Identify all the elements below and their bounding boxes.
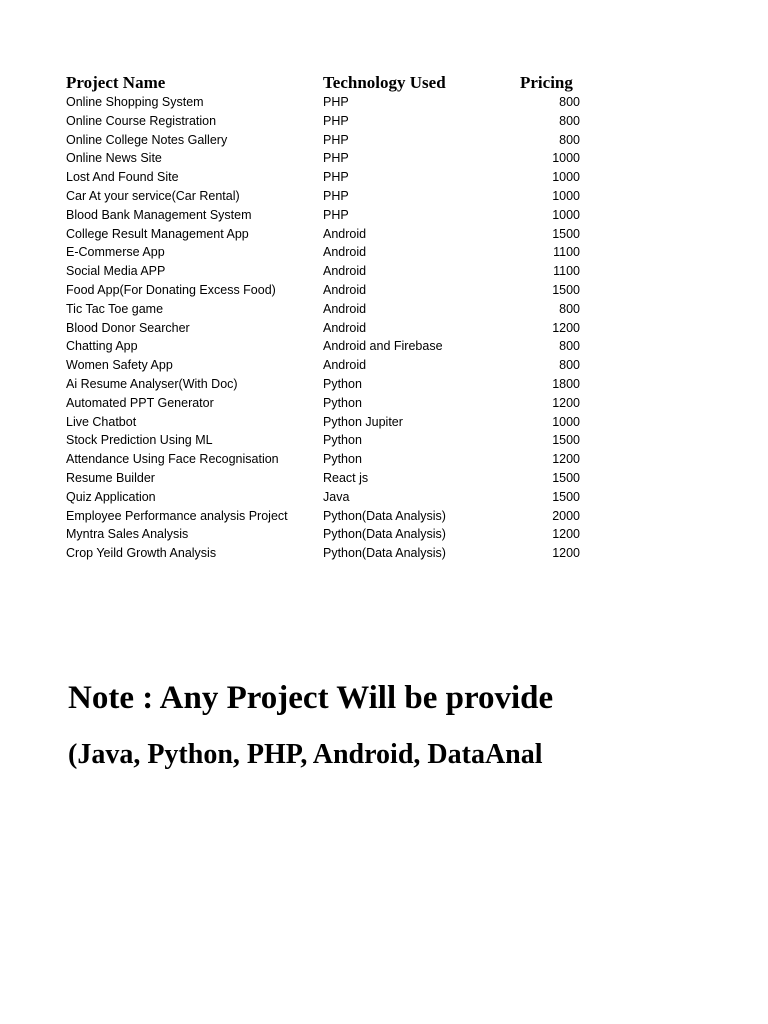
technology-cell: Python [323, 395, 362, 410]
table-body [66, 93, 586, 563]
project-name-cell: Employee Performance analysis Project [66, 508, 288, 523]
technology-cell: React js [323, 470, 369, 485]
price-cell: 1200 [552, 395, 580, 410]
technology-cell: Android [323, 264, 367, 279]
price-cell: 1200 [552, 527, 580, 542]
technology-cell: PHP [323, 170, 349, 185]
project-name-cell: Myntra Sales Analysis [66, 527, 189, 542]
price-cell: 1200 [552, 320, 580, 335]
project-name-cell: Blood Donor Searcher [66, 320, 190, 335]
note-technologies: (Java, Python, PHP, Android, DataAnal [68, 739, 543, 770]
price-cell: 1500 [552, 226, 580, 241]
project-name-cell: Tic Tac Toe game [66, 301, 164, 316]
technology-cell: Android [323, 245, 367, 260]
price-cell: 1000 [552, 414, 580, 429]
technology-cell: PHP [323, 151, 349, 166]
note-section [0, 670, 582, 790]
table-row [66, 168, 586, 187]
table-row [66, 187, 586, 206]
technology-cell: Python Jupiter [323, 414, 403, 429]
price-cell: 2000 [552, 508, 580, 523]
table-row [66, 488, 586, 507]
table-row [66, 544, 586, 563]
table-row [66, 450, 586, 469]
technology-cell: Android [323, 282, 367, 297]
technology-cell: PHP [323, 132, 349, 147]
technology-cell: Python [323, 433, 362, 448]
price-cell: 800 [559, 301, 580, 316]
header-technology-used: Technology Used [323, 73, 446, 92]
table-row [66, 394, 586, 413]
table-row [66, 300, 586, 319]
table-row [66, 206, 586, 225]
technology-cell: PHP [323, 207, 349, 222]
table-row [66, 375, 586, 394]
table-row [66, 319, 586, 338]
project-name-cell: Live Chatbot [66, 414, 137, 429]
project-name-cell: Stock Prediction Using ML [66, 433, 213, 448]
table-row [66, 243, 586, 262]
table-row [66, 262, 586, 281]
price-cell: 1500 [552, 470, 580, 485]
table-row [66, 281, 586, 300]
table-row [66, 225, 586, 244]
project-name-cell: Attendance Using Face Recognisation [66, 452, 279, 467]
technology-cell: Python(Data Analysis) [323, 527, 446, 542]
project-name-cell: Food App(For Donating Excess Food) [66, 282, 276, 297]
project-name-cell: Automated PPT Generator [66, 395, 214, 410]
table-row [66, 112, 586, 131]
project-name-cell: Lost And Found Site [66, 170, 179, 185]
price-cell: 800 [559, 132, 580, 147]
project-name-cell: Resume Builder [66, 470, 155, 485]
price-cell: 800 [559, 113, 580, 128]
project-name-cell: Chatting App [66, 339, 138, 354]
project-price-table [66, 72, 586, 561]
technology-cell: Python(Data Analysis) [323, 546, 446, 561]
table-row [66, 93, 586, 112]
price-cell: 1000 [552, 188, 580, 203]
technology-cell: PHP [323, 113, 349, 128]
price-cell: 1500 [552, 282, 580, 297]
technology-cell: Android and Firebase [323, 339, 443, 354]
technology-cell: PHP [323, 95, 349, 109]
price-cell: 1500 [552, 489, 580, 504]
project-name-cell: Online College Notes Gallery [66, 132, 228, 147]
price-cell: 800 [559, 95, 580, 109]
project-name-cell: Car At your service(Car Rental) [66, 188, 240, 203]
technology-cell: Python [323, 452, 362, 467]
table-row [66, 469, 586, 488]
table-row [66, 149, 586, 168]
project-name-cell: Ai Resume Analyser(With Doc) [66, 376, 238, 391]
table-row [66, 337, 586, 356]
price-cell: 1100 [553, 264, 580, 279]
project-name-cell: Online News Site [66, 151, 162, 166]
table-row [66, 413, 586, 432]
technology-cell: Android [323, 226, 367, 241]
project-name-cell: Quiz Application [66, 489, 156, 504]
price-cell: 800 [559, 358, 580, 373]
price-cell: 1000 [552, 170, 580, 185]
table-row [66, 431, 586, 450]
project-name-cell: E-Commerse App [66, 245, 165, 260]
project-name-cell: Social Media APP [66, 264, 166, 279]
note-heading: Note : Any Project Will be provide [68, 680, 554, 716]
table-row [66, 131, 586, 150]
price-cell: 1000 [552, 207, 580, 222]
technology-cell: Android [323, 358, 367, 373]
technology-cell: Python(Data Analysis) [323, 508, 446, 523]
header-pricing: Pricing [520, 73, 573, 92]
price-cell: 1200 [552, 452, 580, 467]
project-name-cell: Blood Bank Management System [66, 207, 252, 222]
technology-cell: PHP [323, 188, 349, 203]
header-project-name: Project Name [66, 73, 166, 92]
table-row [66, 356, 586, 375]
technology-cell: Android [323, 320, 367, 335]
price-cell: 1800 [552, 376, 580, 391]
price-cell: 1100 [553, 245, 580, 260]
project-name-cell: Crop Yeild Growth Analysis [66, 546, 217, 561]
technology-cell: Python [323, 376, 362, 391]
technology-cell: Android [323, 301, 367, 316]
project-name-cell: Online Shopping System [66, 95, 204, 109]
price-cell: 1500 [552, 433, 580, 448]
price-cell: 800 [559, 339, 580, 354]
technology-cell: Java [323, 489, 350, 504]
price-cell: 1200 [552, 546, 580, 561]
project-name-cell: Online Course Registration [66, 113, 217, 128]
project-name-cell: Women Safety App [66, 358, 173, 373]
project-name-cell: College Result Management App [66, 226, 249, 241]
table-row [66, 507, 586, 526]
price-cell: 1000 [552, 151, 580, 166]
table-header-row [66, 72, 586, 93]
table-row [66, 525, 586, 544]
